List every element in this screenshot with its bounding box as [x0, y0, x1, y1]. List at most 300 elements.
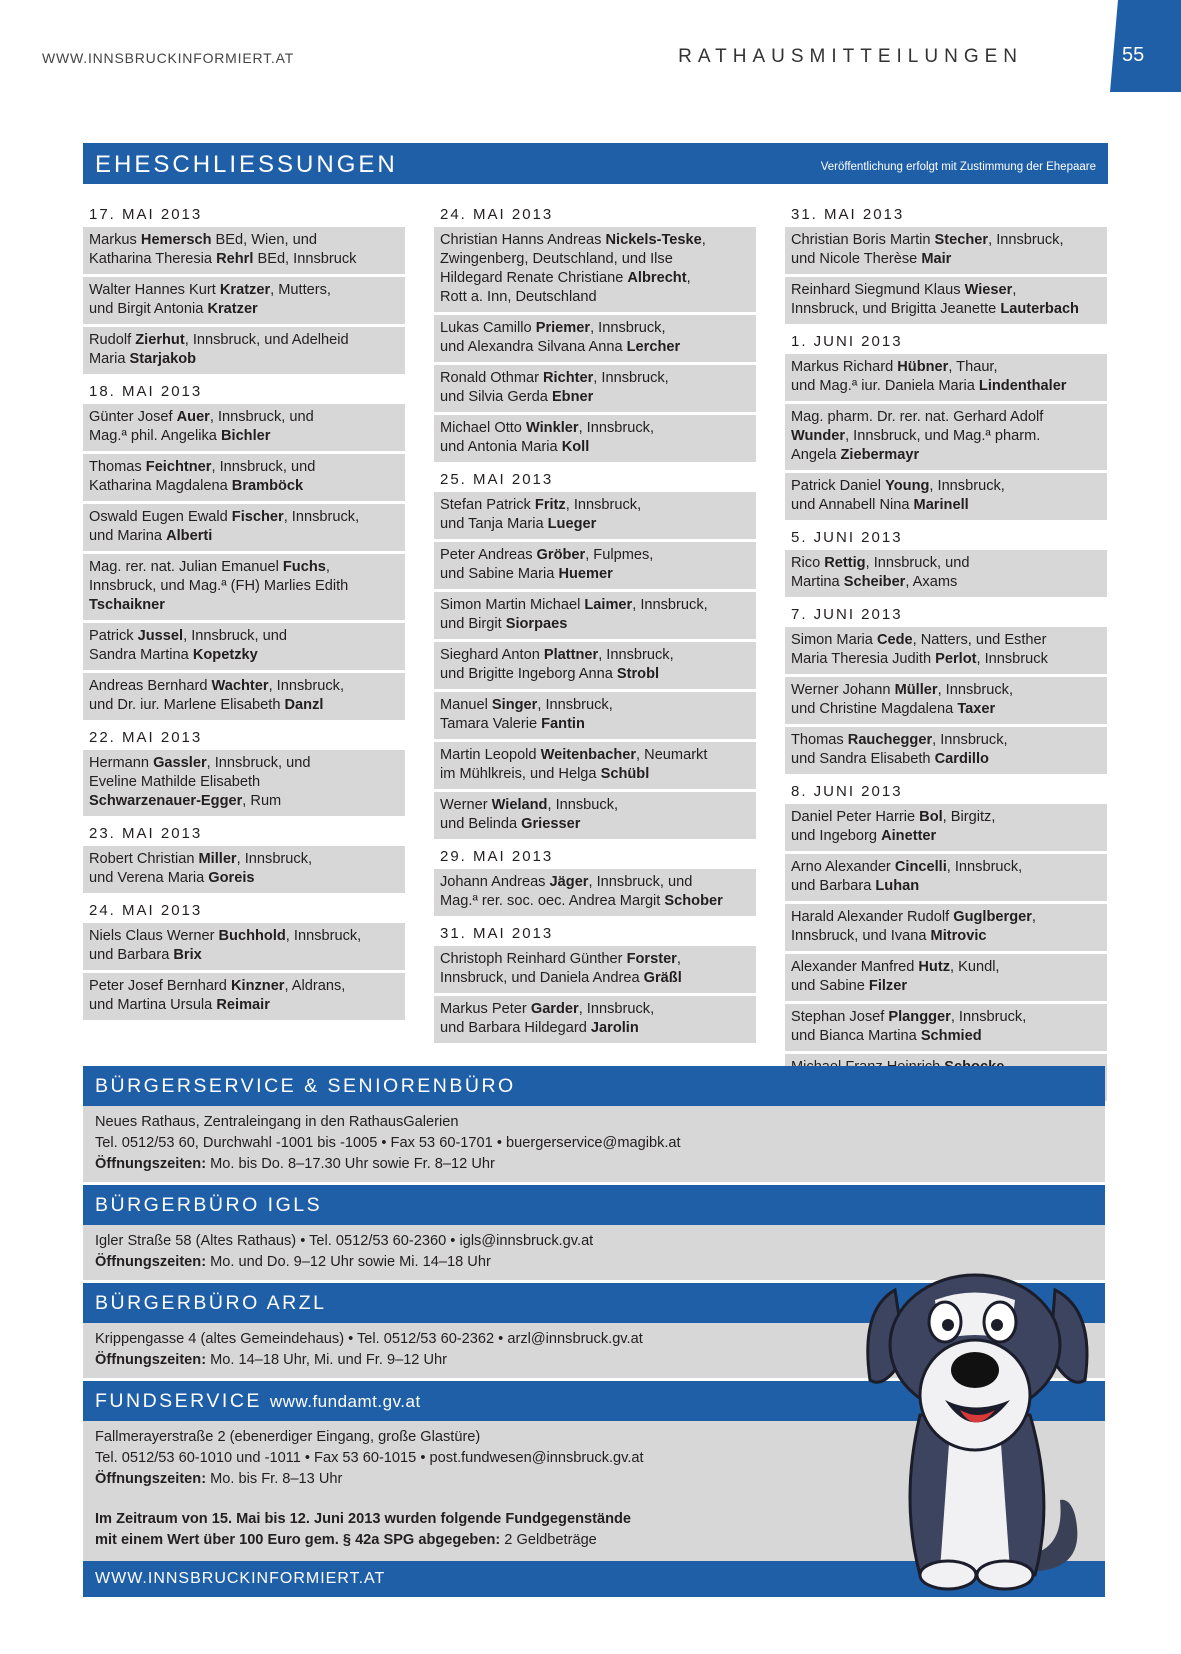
entry-text: , [676, 951, 681, 967]
entry-text: , Fulpmes, [585, 547, 654, 563]
marriage-entry [83, 846, 405, 893]
entry-text: , Innsbruck, [236, 851, 313, 867]
surname: Priemer [535, 320, 591, 336]
entry-text: , Innsbruck, und [865, 555, 970, 571]
entry-text: Werner Johann [791, 682, 895, 698]
surname: Feichtner [145, 459, 212, 475]
marriage-column-2 [434, 200, 756, 1046]
date-heading: 8. JUNI 2013 [791, 783, 903, 800]
surname: Goreis [208, 870, 255, 886]
entry-text: Innsbruck, und Daniela Andrea [440, 970, 644, 986]
entry-text: Ronald Othmar [440, 370, 544, 386]
surname: Nickels-Teske [605, 232, 702, 248]
hours-value: Mo. bis Do. 8–17.30 Uhr sowie Fr. 8–12 Uhr [206, 1156, 495, 1172]
entry-text: , Neumarkt [636, 747, 708, 763]
surname: Huemer [558, 566, 613, 582]
surname: Singer [491, 697, 538, 713]
entry-text: Tamara Valerie [440, 716, 542, 732]
marriage-entry [785, 1004, 1107, 1051]
marriage-entry [83, 554, 405, 620]
entry-text: und Tanja Maria [440, 516, 548, 532]
entry-text: Reinhard Siegmund Klaus [791, 282, 965, 298]
entry-text: Alexander Manfred [791, 959, 919, 975]
marriage-entry [785, 854, 1107, 901]
entry-text: und Sabine [791, 978, 869, 994]
entry-text: und Brigitte Ingeborg Anna [440, 666, 617, 682]
surname: Danzl [284, 697, 324, 713]
entry-text: , Innsbruck, [285, 928, 362, 944]
entry-text: Rott a. Inn, Deutschland [440, 289, 597, 305]
surname: Bramböck [231, 478, 304, 494]
entry-text: Sieghard Anton [440, 647, 544, 663]
surname: Laimer [584, 597, 633, 613]
buergerservice-address: Neues Rathaus, Zentraleingang in den RathausGalerien [95, 1114, 459, 1130]
marriage-entry [83, 277, 405, 324]
surname: Forster [626, 951, 677, 967]
entry-text: Katharina Theresia [89, 251, 217, 267]
surname: Koll [561, 439, 590, 455]
date-heading: 31. MAI 2013 [440, 925, 554, 942]
entry-text: und Barbara [791, 878, 876, 894]
surname: Miller [198, 851, 237, 867]
entry-text: Niels Claus Werner [89, 928, 219, 944]
hours-label: Öffnungszeiten: [95, 1352, 207, 1368]
entry-text: , Innsbruck, und Adelheid [184, 332, 349, 348]
fundservice-notice-1 [95, 1509, 644, 1530]
date-heading: 31. MAI 2013 [791, 206, 905, 223]
entry-text: , Innsbruck, [537, 697, 613, 713]
site-url[interactable]: WWW.INNSBRUCKINFORMIERT.AT [42, 50, 295, 66]
entry-text: Innsbruck, und Brigitta Jeanette [791, 301, 1001, 317]
marriage-entry [785, 904, 1107, 951]
marriage-entry [434, 692, 756, 739]
entry-text: und Sabine Maria [440, 566, 559, 582]
surname: Fischer [231, 509, 284, 525]
marriage-entry [785, 954, 1107, 1001]
surname: Schübl [600, 766, 650, 782]
entry-text: Martina [791, 574, 844, 590]
entry-text: Mag. pharm. Dr. rer. nat. Gerhard Adolf [791, 409, 1044, 425]
entry-text: Maria Theresia Judith [791, 651, 936, 667]
hours-label: Öffnungszeiten: [95, 1471, 207, 1487]
entry-text: und Antonia Maria [440, 439, 562, 455]
marriage-entry [83, 404, 405, 451]
surname: Fuchs [282, 559, 326, 575]
entry-text: Michael Otto [440, 420, 526, 436]
marriage-entry [785, 277, 1107, 324]
surname: Fritz [534, 497, 566, 513]
marriage-entry [434, 227, 756, 312]
entry-text: Arno Alexander [791, 859, 895, 875]
fundservice-title: FUNDSERVICE [95, 1390, 262, 1412]
entry-text: Daniel Peter Harrie [791, 809, 920, 825]
surname: Cardillo [934, 751, 989, 767]
entry-text: und Sandra Elisabeth [791, 751, 935, 767]
entry-text: , Innsbruck, und [183, 628, 287, 644]
entry-text: Hermann [89, 755, 154, 771]
marriage-column-1 [83, 200, 405, 1023]
entry-text: und Christine Magdalena [791, 701, 958, 717]
marriage-entry [434, 542, 756, 589]
entry-text: Rudolf [89, 332, 136, 348]
entry-text: und Barbara Hildegard [440, 1020, 591, 1036]
marriage-entry [785, 677, 1107, 724]
entry-text: , Innsbruck, [598, 647, 674, 663]
marriage-entry [83, 227, 405, 274]
date-heading: 23. MAI 2013 [89, 825, 203, 842]
surname: Griesser [521, 816, 581, 832]
surname: Ebner [551, 389, 594, 405]
surname: Cincelli [894, 859, 947, 875]
surname: Jussel [137, 628, 184, 644]
entry-text: Simon Martin Michael [440, 597, 585, 613]
surname: Richter [543, 370, 594, 386]
entry-text: Stefan Patrick [440, 497, 535, 513]
surname: Jäger [549, 874, 589, 890]
surname: Plangger [888, 1009, 951, 1025]
hours-value: Mo. und Do. 9–12 Uhr sowie Mi. 14–18 Uhr [206, 1254, 491, 1270]
buergerservice-hours [95, 1154, 681, 1175]
entry-text: Sandra Martina [89, 647, 193, 663]
marriages-banner [83, 143, 1108, 184]
date-heading: 25. MAI 2013 [440, 471, 554, 488]
marriage-entry [434, 592, 756, 639]
marriage-entry [785, 227, 1107, 274]
entry-text: im Mühlkreis, und Helga [440, 766, 601, 782]
entry-text: Peter Josef Bernhard [89, 978, 231, 994]
arzl-contact: Krippengasse 4 (altes Gemeindehaus) • Tel. 0512/53 60-2362 • arzl@innsbruck.gv.at [95, 1331, 643, 1347]
fundservice-address: Fallmerayerstraße 2 (ebenerdiger Eingang, große Glastüre) [95, 1429, 481, 1445]
surname: Siorpaes [505, 616, 568, 632]
surname: Marinell [913, 497, 969, 513]
surname: Winkler [525, 420, 579, 436]
surname: Tschaikner [89, 597, 165, 613]
surname: Lindenthaler [978, 378, 1067, 394]
arzl-title: BÜRGERBÜRO ARZL [95, 1292, 327, 1314]
entry-text: , Innsbruck, [283, 509, 360, 525]
surname: Lueger [547, 516, 597, 532]
page-number: 55 [1122, 44, 1145, 66]
notice-rest: 2 Geldbeträge [500, 1532, 597, 1548]
entry-text: und Belinda [440, 816, 522, 832]
entry-text: Maria [89, 351, 130, 367]
surname: Garder [530, 1001, 579, 1017]
marriage-entry [434, 742, 756, 789]
entry-text: und Mag.ª iur. Daniela Maria [791, 378, 979, 394]
marriage-entry [785, 727, 1107, 774]
entry-text: Günter Josef [89, 409, 177, 425]
entry-text: , Innsbruck, [946, 859, 1023, 875]
surname: Wunder [791, 428, 846, 444]
entry-text: , Innsbruck [976, 651, 1048, 667]
marriage-entry [434, 946, 756, 993]
entry-text: , Innsbruck, und [588, 874, 693, 890]
entry-text: Innsbruck, und Mag.ª (FH) Marlies Edith [89, 578, 349, 594]
notice-bold-1: Im Zeitraum von 15. Mai bis 12. Juni 2013 wurden folgende Fundgegenstände [95, 1511, 632, 1527]
date-heading: 24. MAI 2013 [89, 902, 203, 919]
entry-text: BEd, Wien, und [211, 232, 317, 248]
marriage-entry [83, 750, 405, 816]
entry-text: , Innsbruck, [988, 232, 1064, 248]
surname: Gassler [153, 755, 207, 771]
entry-text: und Alexandra Silvana Anna [440, 339, 627, 355]
fundservice-contact: Tel. 0512/53 60-1010 und -1011 • Fax 53 60-1015 • post.fundwesen@innsbruck.gv.at [95, 1450, 644, 1466]
entry-text: , [1031, 909, 1036, 925]
entry-text: und Birgit [440, 616, 506, 632]
igls-hours [95, 1252, 593, 1273]
marriage-entry [434, 415, 756, 462]
date-heading: 1. JUNI 2013 [791, 333, 903, 350]
marriage-entry [785, 804, 1107, 851]
entry-text: Katharina Magdalena [89, 478, 232, 494]
entry-text: , Innsbruck, [932, 732, 1008, 748]
date-heading: 5. JUNI 2013 [791, 529, 903, 546]
surname: Perlot [935, 651, 977, 667]
date-heading: 24. MAI 2013 [440, 206, 554, 223]
entry-text: , Innsbruck, [578, 1001, 655, 1017]
date-heading: 18. MAI 2013 [89, 383, 203, 400]
date-heading: 17. MAI 2013 [89, 206, 203, 223]
entry-text: , Innsbruck, [593, 370, 669, 386]
marriage-entry [434, 792, 756, 839]
entry-text: , Thaur, [948, 359, 998, 375]
entry-text: , [701, 232, 706, 248]
igls-header [83, 1185, 1105, 1225]
entry-text: , Natters, und Esther [912, 632, 1047, 648]
marriage-entry [434, 869, 756, 916]
publication-note: Veröffentlichung erfolgt mit Zustimmung der Ehepaare [820, 161, 1096, 173]
surname: Guglberger [953, 909, 1032, 925]
marriage-entry [83, 504, 405, 551]
hours-label: Öffnungszeiten: [95, 1254, 207, 1270]
entry-text: Martin Leopold [440, 747, 541, 763]
page-number-tab [1110, 0, 1181, 92]
surname: Kinzner [230, 978, 285, 994]
entry-text: Stephan Josef [791, 1009, 889, 1025]
surname: Young [885, 478, 930, 494]
entry-text: Werner [440, 797, 492, 813]
entry-text: Thomas [89, 459, 146, 475]
marriage-entry [434, 642, 756, 689]
date-heading: 29. MAI 2013 [440, 848, 554, 865]
entry-text: , Aldrans, [284, 978, 346, 994]
entry-text: Hildegard Renate Christiane [440, 270, 628, 286]
entry-text: und Annabell Nina [791, 497, 914, 513]
surname: Rettig [824, 555, 866, 571]
entry-text: , Innsbuck, [547, 797, 619, 813]
entry-text: Markus Peter [440, 1001, 531, 1017]
entry-text: Harald Alexander Rudolf [791, 909, 954, 925]
surname: Lauterbach [1000, 301, 1079, 317]
entry-text: , [325, 559, 330, 575]
surname: Zierhut [135, 332, 185, 348]
surname: Bichler [220, 428, 271, 444]
marriage-column-3 [785, 200, 1107, 1104]
surname: Auer [176, 409, 210, 425]
surname: Jarolin [590, 1020, 639, 1036]
surname: Kopetzky [192, 647, 258, 663]
surname: Luhan [875, 878, 920, 894]
entry-text: , Axams [905, 574, 958, 590]
surname: Lercher [626, 339, 681, 355]
surname: Schmied [920, 1028, 982, 1044]
surname: Taxer [957, 701, 996, 717]
footer-url[interactable]: WWW.INNSBRUCKINFORMIERT.AT [95, 1570, 386, 1587]
entry-text: , Innsbruck, [950, 1009, 1027, 1025]
buergerservice-info [83, 1106, 1105, 1182]
surname: Ainetter [881, 828, 937, 844]
fundservice-hours [95, 1469, 644, 1490]
fundservice-notice-2 [95, 1530, 644, 1551]
entry-text: Mag. rer. nat. Julian Emanuel [89, 559, 283, 575]
entry-text: Patrick Daniel [791, 478, 886, 494]
surname: Brix [173, 947, 202, 963]
entry-text: , Innsbruck, [565, 497, 642, 513]
surname: Hutz [918, 959, 950, 975]
dog-mascot-illustration [860, 1270, 1100, 1600]
section-name: RATHAUSMITTEILUNGEN [678, 46, 1023, 67]
surname: Ziebermayr [840, 447, 920, 463]
surname: Kratzer [207, 301, 258, 317]
entry-text: Angela [791, 447, 841, 463]
entry-text: , Rum [242, 793, 282, 809]
notice-bold-2: mit einem Wert über 100 Euro gem. § 42a SPG abgegeben: [95, 1532, 501, 1548]
entry-text: und Barbara [89, 947, 174, 963]
entry-text: Markus Richard [791, 359, 898, 375]
marriage-entry [785, 354, 1107, 401]
surname: Wachter [211, 678, 269, 694]
entry-text: , Innsbruck, [937, 682, 1013, 698]
marriage-entry [785, 404, 1107, 470]
entry-text: Christian Hanns Andreas [440, 232, 606, 248]
marriage-entry [785, 627, 1107, 674]
fundservice-link[interactable]: www.fundamt.gv.at [269, 1392, 421, 1411]
surname: Gröber [536, 547, 586, 563]
fundservice-title-wrap [95, 1390, 421, 1413]
surname: Wieland [491, 797, 548, 813]
date-heading: 7. JUNI 2013 [791, 606, 903, 623]
marriage-entry [83, 454, 405, 501]
buergerservice-contact: Tel. 0512/53 60, Durchwahl -1001 bis -1005 • Fax 53 60-1701 • buergerservice@magibk.at [95, 1135, 681, 1151]
surname: Rehrl [216, 251, 254, 267]
marriage-entry [434, 315, 756, 362]
surname: Starjakob [129, 351, 197, 367]
entry-text: und Martina Ursula [89, 997, 217, 1013]
marriage-entry [785, 473, 1107, 520]
entry-text: Manuel [440, 697, 492, 713]
entry-text: Rico [791, 555, 825, 571]
entry-text: , Innsbruck, [929, 478, 1005, 494]
entry-text: , Kundl, [950, 959, 1000, 975]
entry-text: Eveline Mathilde Elisabeth [89, 774, 261, 790]
entry-text: BEd, Innsbruck [253, 251, 357, 267]
entry-text: und Ingeborg [791, 828, 882, 844]
entry-text: , Innsbruck, [268, 678, 344, 694]
entry-text: , Mutters, [270, 282, 331, 298]
marriage-entry [83, 973, 405, 1020]
surname: Strobl [616, 666, 660, 682]
entry-text: Johann Andreas [440, 874, 550, 890]
surname: Fantin [541, 716, 585, 732]
hours-label: Öffnungszeiten: [95, 1156, 207, 1172]
entry-text: , Birgitz, [942, 809, 996, 825]
entry-text: Walter Hannes Kurt [89, 282, 220, 298]
entry-text: Thomas [791, 732, 848, 748]
entry-text: Oswald Eugen Ewald [89, 509, 232, 525]
entry-text: , Innsbruck, [578, 420, 655, 436]
marriages-title: EHESCHLIESSUNGEN [95, 151, 398, 178]
entry-text: Patrick [89, 628, 138, 644]
entry-text: , Innsbruck, [590, 320, 666, 336]
entry-text: Christoph Reinhard Günther [440, 951, 627, 967]
surname: Mair [921, 251, 952, 267]
marriage-entry [434, 492, 756, 539]
buergerservice-header [83, 1066, 1105, 1106]
entry-text: , Innsbruck, und [206, 755, 311, 771]
surname: Alberti [166, 528, 213, 544]
surname: Mitrovic [930, 928, 987, 944]
entry-text: Peter Andreas [440, 547, 537, 563]
surname: Schober [664, 893, 723, 909]
surname: Filzer [868, 978, 908, 994]
marriage-entry [83, 327, 405, 374]
entry-text: und Nicole Therèse [791, 251, 922, 267]
marriage-entry [83, 623, 405, 670]
entry-text: , Innsbruck, und Mag.ª pharm. [845, 428, 1041, 444]
surname: Schwarzenauer-Egger [89, 793, 243, 809]
surname: Scheiber [843, 574, 906, 590]
surname: Reimair [216, 997, 270, 1013]
hours-value: Mo. 14–18 Uhr, Mi. und Fr. 9–12 Uhr [206, 1352, 447, 1368]
entry-text: und Bianca Martina [791, 1028, 921, 1044]
marriage-entry [434, 365, 756, 412]
entry-text: , Innsbruck, und [211, 459, 316, 475]
surname: Buchhold [218, 928, 286, 944]
entry-text: Markus [89, 232, 141, 248]
marriage-entry [83, 673, 405, 720]
surname: Cede [876, 632, 913, 648]
surname: Gräßl [643, 970, 682, 986]
arzl-hours [95, 1350, 643, 1371]
igls-contact: Igler Straße 58 (Altes Rathaus) • Tel. 0512/53 60-2360 • igls@innsbruck.gv.at [95, 1233, 594, 1249]
igls-title: BÜRGERBÜRO IGLS [95, 1194, 323, 1216]
surname: Kratzer [219, 282, 271, 298]
entry-text: und Birgit Antonia [89, 301, 208, 317]
entry-text: Andreas Bernhard [89, 678, 212, 694]
entry-text: , [1012, 282, 1017, 298]
entry-text: und Verena Maria [89, 870, 209, 886]
surname: Weitenbacher [540, 747, 637, 763]
entry-text: , Innsbruck, [632, 597, 708, 613]
marriage-entry [83, 923, 405, 970]
surname: Wieser [964, 282, 1013, 298]
entry-text: Lukas Camillo [440, 320, 536, 336]
entry-text: , [686, 270, 691, 286]
surname: Rauchegger [847, 732, 933, 748]
surname: Hübner [897, 359, 949, 375]
entry-text: Simon Maria [791, 632, 877, 648]
surname: Stecher [934, 232, 989, 248]
surname: Plattner [543, 647, 599, 663]
entry-text: Christian Boris Martin [791, 232, 935, 248]
buergerservice-title: BÜRGERSERVICE & SENIORENBÜRO [95, 1075, 516, 1097]
surname: Müller [894, 682, 938, 698]
date-heading: 22. MAI 2013 [89, 729, 203, 746]
entry-text: und Silvia Gerda [440, 389, 552, 405]
surname: Hemersch [140, 232, 212, 248]
entry-text: Mag.ª rer. soc. oec. Andrea Margit [440, 893, 665, 909]
surname: Albrecht [627, 270, 687, 286]
